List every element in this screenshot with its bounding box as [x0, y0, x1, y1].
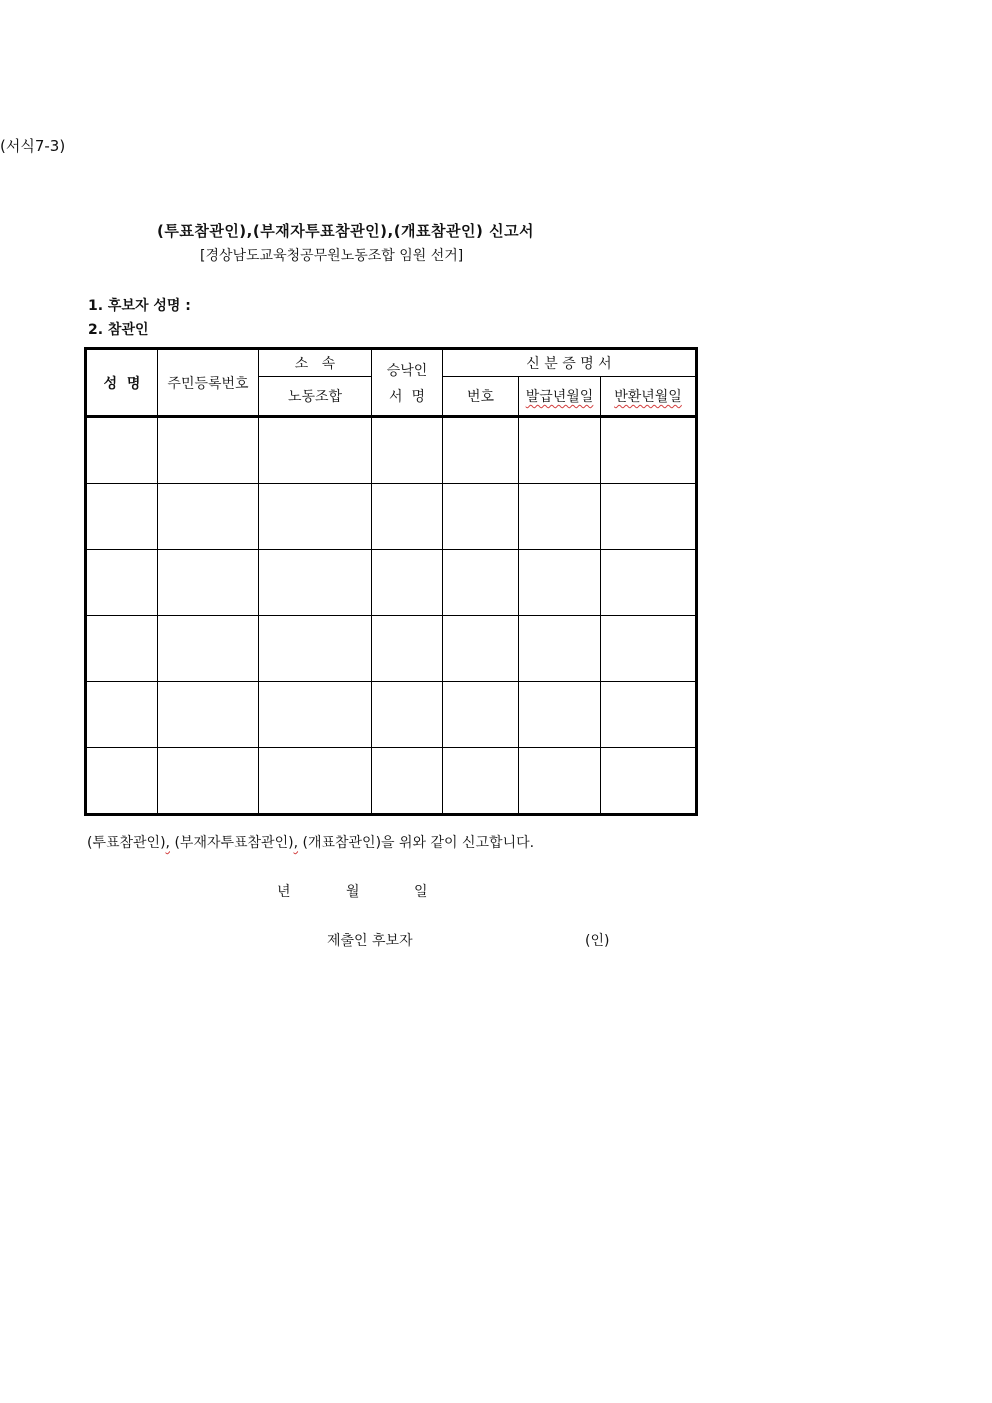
cell-issue-date[interactable] — [519, 616, 601, 682]
submitter-label: 제출인 후보자 — [327, 933, 413, 949]
header-id-number: 번호 — [443, 377, 519, 417]
cell-signature[interactable] — [372, 682, 443, 748]
cell-id-number[interactable] — [443, 616, 519, 682]
header-row-1 — [86, 349, 697, 377]
cell-name[interactable] — [86, 484, 158, 550]
header-affiliation: 소 속 — [259, 349, 372, 377]
cell-id-number[interactable] — [443, 417, 519, 484]
cell-id-number[interactable] — [443, 748, 519, 815]
seal-mark: (인) — [585, 933, 610, 949]
header-union: 노동조합 — [259, 377, 372, 417]
cell-name[interactable] — [86, 748, 158, 815]
header-rrn: 주민등록번호 — [158, 349, 259, 417]
header-consent-signature — [372, 349, 443, 417]
header-return-date: 반환년월일 — [601, 377, 697, 417]
header-consent-line1: 승낙인 — [386, 362, 428, 379]
table-row — [86, 748, 697, 815]
table-row — [86, 550, 697, 616]
cell-rrn[interactable] — [158, 417, 259, 484]
cell-rrn[interactable] — [158, 682, 259, 748]
header-consent-line2: 서 명 — [389, 388, 425, 405]
cell-id-number[interactable] — [443, 682, 519, 748]
cell-name[interactable] — [86, 417, 158, 484]
date-month-label: 월 — [346, 884, 360, 900]
cell-issue-date[interactable] — [519, 748, 601, 815]
cell-signature[interactable] — [372, 550, 443, 616]
declaration-text: (투표참관인), (부재자투표참관인), (개표참관인)을 위와 같이 신고합니다. — [87, 835, 535, 851]
cell-name[interactable] — [86, 682, 158, 748]
cell-name[interactable] — [86, 550, 158, 616]
form-title: (투표참관인),(부재자투표참관인),(개표참관인) 신고서 — [157, 222, 535, 240]
cell-signature[interactable] — [372, 484, 443, 550]
cell-return-date[interactable] — [601, 682, 697, 748]
cell-union[interactable] — [259, 417, 372, 484]
cell-issue-date[interactable] — [519, 682, 601, 748]
date-day-label: 일 — [414, 884, 428, 900]
header-name: 성 명 — [86, 349, 158, 417]
cell-id-number[interactable] — [443, 484, 519, 550]
cell-union[interactable] — [259, 550, 372, 616]
cell-union[interactable] — [259, 484, 372, 550]
table-row — [86, 682, 697, 748]
cell-id-number[interactable] — [443, 550, 519, 616]
cell-union[interactable] — [259, 682, 372, 748]
cell-name[interactable] — [86, 616, 158, 682]
cell-rrn[interactable] — [158, 484, 259, 550]
cell-union[interactable] — [259, 616, 372, 682]
observer-table — [84, 347, 698, 816]
cell-signature[interactable] — [372, 616, 443, 682]
header-issue-date: 발급년월일 — [519, 377, 601, 417]
cell-return-date[interactable] — [601, 484, 697, 550]
cell-rrn[interactable] — [158, 616, 259, 682]
cell-issue-date[interactable] — [519, 417, 601, 484]
form-subtitle: [경상남도교육청공무원노동조합 임원 선거] — [200, 248, 464, 264]
header-id-document: 신 분 증 명 서 — [443, 349, 697, 377]
cell-return-date[interactable] — [601, 550, 697, 616]
table-row — [86, 616, 697, 682]
cell-rrn[interactable] — [158, 748, 259, 815]
table-row — [86, 484, 697, 550]
form-number: (서식7-3) — [0, 137, 66, 155]
cell-return-date[interactable] — [601, 616, 697, 682]
cell-signature[interactable] — [372, 748, 443, 815]
table-row — [86, 417, 697, 484]
cell-issue-date[interactable] — [519, 550, 601, 616]
cell-return-date[interactable] — [601, 748, 697, 815]
cell-return-date[interactable] — [601, 417, 697, 484]
cell-signature[interactable] — [372, 417, 443, 484]
date-year-label: 년 — [277, 884, 291, 900]
cell-union[interactable] — [259, 748, 372, 815]
cell-rrn[interactable] — [158, 550, 259, 616]
cell-issue-date[interactable] — [519, 484, 601, 550]
candidate-name-label: 1. 후보자 성명 : — [88, 298, 191, 314]
observer-section-label: 2. 참관인 — [88, 322, 149, 338]
